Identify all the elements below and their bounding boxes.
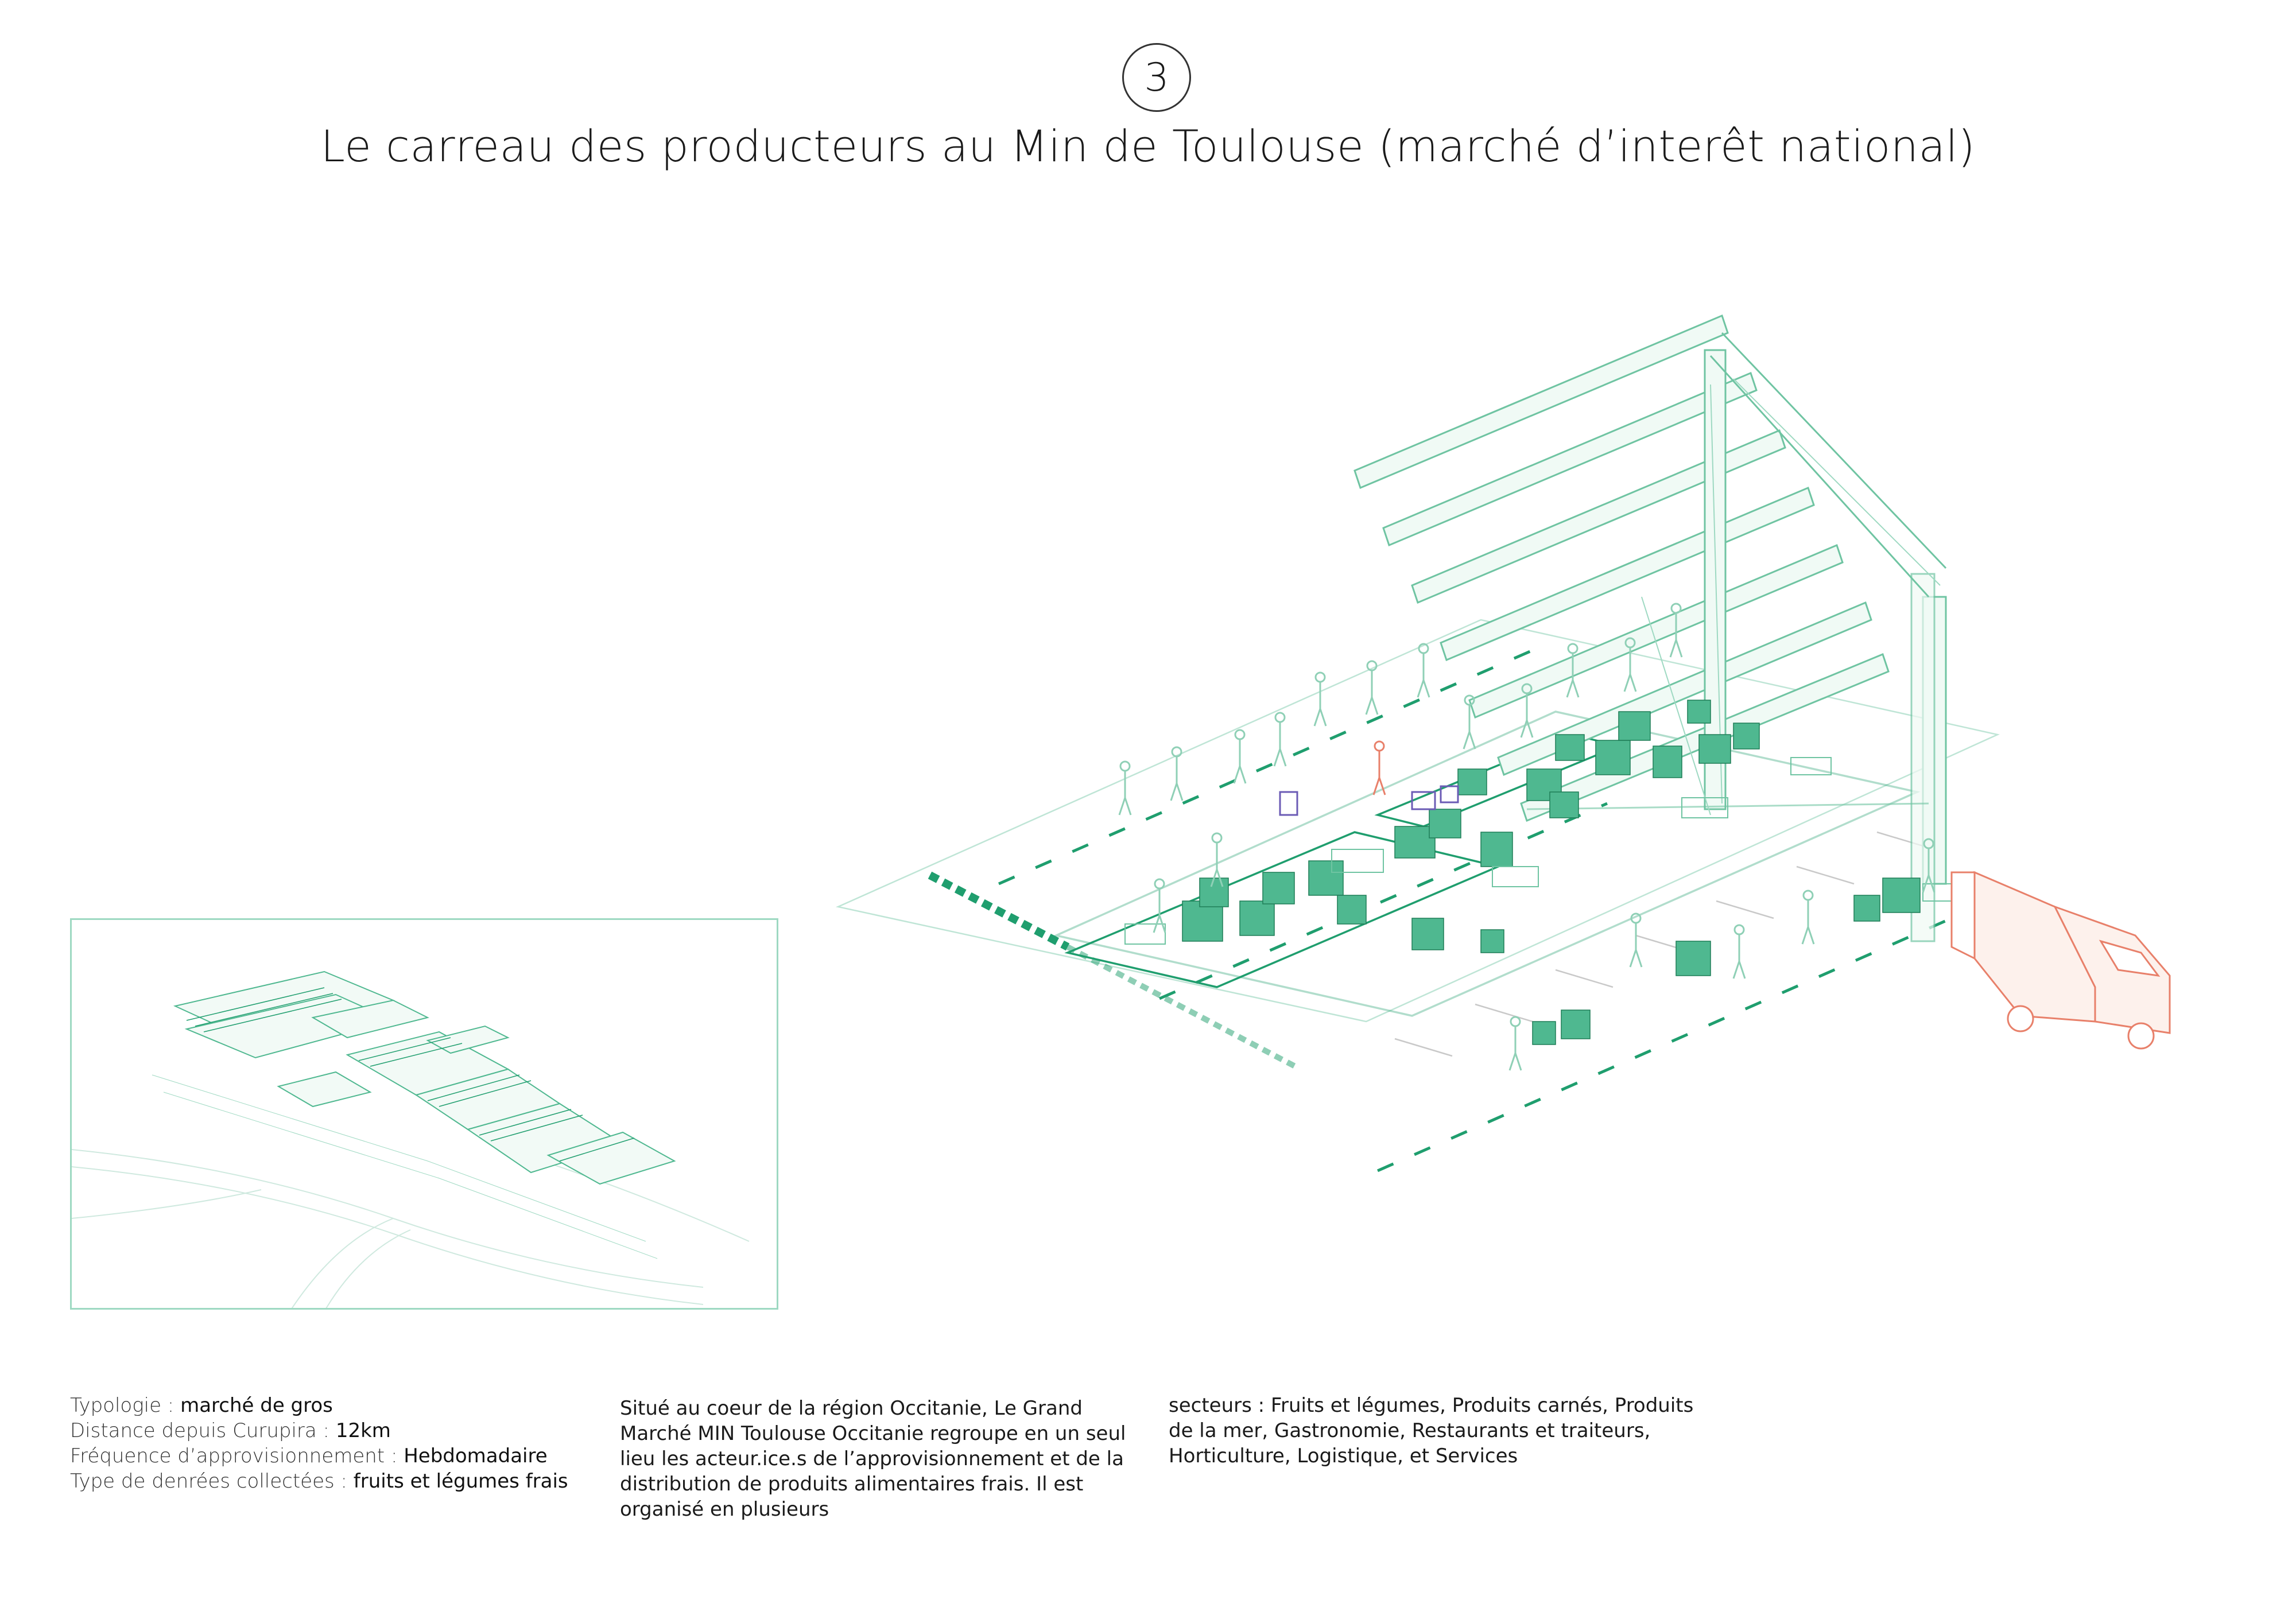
section-number-badge [1122,43,1191,112]
info-type [70,1469,568,1494]
info-typologie-label: Typologie : [70,1394,181,1417]
info-distance-value: 12km [335,1419,391,1442]
info-type-value: fruits et légumes frais [353,1470,568,1493]
site-info [70,1393,568,1494]
people [1119,604,1934,1070]
highlighted-person [1374,741,1385,795]
person-icon [1630,914,1642,967]
person-icon [1234,730,1246,783]
site-plan-drawing [72,920,778,1310]
person-icon [1119,762,1131,815]
info-frequence-label: Fréquence d’approvisionnement : [70,1445,404,1467]
info-typologie-value: marché de gros [180,1394,333,1417]
site-plan-inset [70,918,778,1310]
section-number: 3 [1144,55,1169,100]
van-icon [1952,872,2170,1049]
info-distance [70,1418,568,1443]
person-icon [1464,696,1475,749]
person-icon [1802,891,1814,944]
description-paragraph: Situé au coeur de la région Occitanie, Le Grand Marché MIN Toulouse Occitanie regroupe en un seul lieu les acteur.ice.s de l’approvisionnement et de la distribution de produits alimentaires frais. Il est organisé en plusieurs [620,1397,1126,1521]
person-icon [1510,1017,1521,1070]
person-icon [1733,925,1745,979]
person-icon [1274,713,1286,766]
secteurs-paragraph: secteurs : Fruits et légumes, Produits carnés, Produits de la mer, Gastronomie, Restaurants et traiteurs, Horticulture, Logistique, et Services [1169,1394,1694,1467]
info-typologie [70,1393,568,1418]
person-icon [1418,644,1429,697]
info-distance-label: Distance depuis Curupira : [70,1419,336,1442]
person-icon [1154,879,1165,933]
parking-lines [1395,832,1934,1056]
person-icon [1314,673,1326,726]
info-frequence [70,1443,568,1469]
hall-structure [1355,316,1946,941]
page-title: Le carreau des producteurs au Min de Toulouse (marché d’interêt national) [320,121,1976,172]
info-frequence-value: Hebdomadaire [404,1445,548,1467]
info-type-label: Type de denrées collectées : [70,1470,354,1493]
market-axonometric-drawing [804,298,2216,1303]
